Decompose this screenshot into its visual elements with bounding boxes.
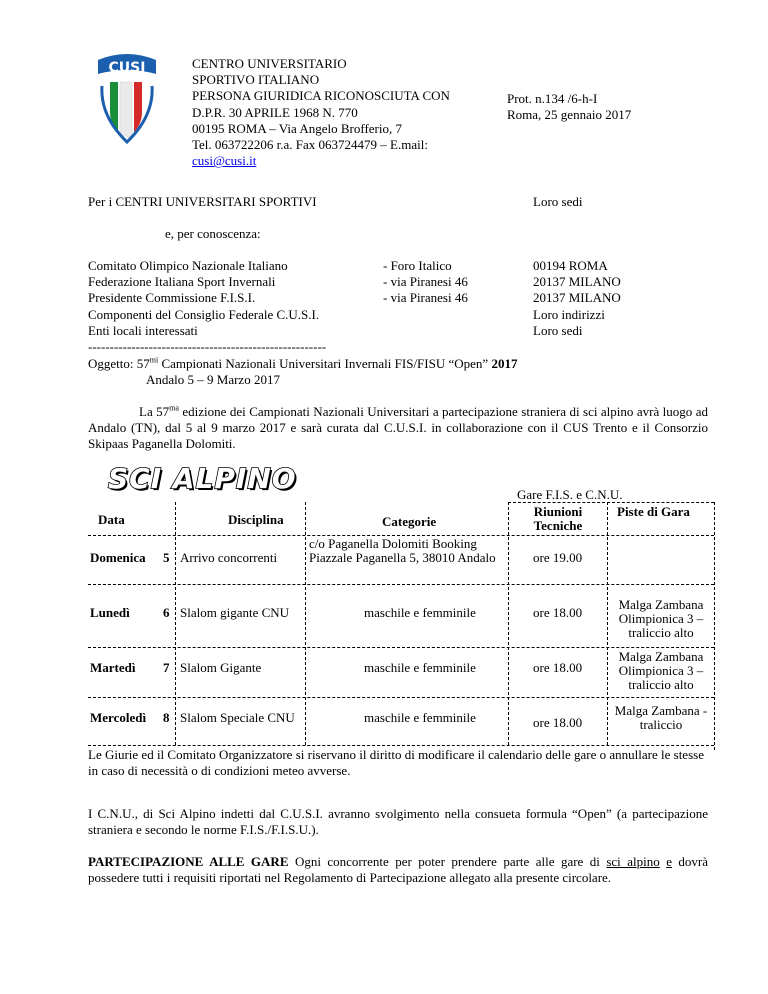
cc-city: 20137 MILANO [533, 290, 621, 306]
email-link[interactable]: cusi@cusi.it [192, 153, 257, 169]
cc-city: Loro sedi [533, 322, 583, 338]
link-sci-alpino: sci alpino [606, 854, 660, 869]
row-riunioni: ore 18.00 [533, 660, 583, 675]
subject-line2: Andalo 5 – 9 Marzo 2017 [146, 372, 280, 388]
cc-names [88, 258, 378, 355]
subject-prefix: Oggetto: 57 [88, 356, 150, 371]
row-num: 6 [163, 605, 170, 620]
link-e: e [666, 854, 672, 869]
row-categorie: c/o Paganella Dolomiti Booking Piazzale Paganella 5, 38010 Andalo [309, 536, 496, 566]
addressee-where: Loro sedi [533, 194, 583, 209]
addressee-main: Per i CENTRI UNIVERSITARI SPORTIVI [88, 194, 317, 209]
org-line: D.P.R. 30 APRILE 1968 N. 770 [192, 104, 358, 120]
cc-name: Enti locali interessati [88, 322, 198, 338]
participation-text-end: dovrà possedere tutti i requisiti riportati nel Regolamento di Partecipazione allegato alla presente circolare. [88, 854, 709, 886]
cc-addresses [383, 258, 523, 307]
header-riunioni: Riunioni Tecniche [533, 504, 583, 534]
section-title: SCI ALPINO [108, 462, 297, 495]
subject [88, 356, 708, 388]
separator: ------------------------------------------------------- [88, 339, 327, 355]
cc-city: Loro indirizzi [533, 306, 605, 322]
cc-label: e, per conoscenza: [165, 226, 261, 241]
intro-paragraph [88, 404, 708, 453]
row-day: Lunedì [90, 605, 130, 620]
header-categorie: Categorie [382, 514, 437, 529]
cc-name: Federazione Italiana Sport Invernali [88, 274, 276, 290]
svg-text:CUSI: CUSI [108, 60, 146, 76]
cc-city: 20137 MILANO [533, 274, 621, 290]
cc-cities [533, 258, 673, 339]
cc-name: Presidente Commissione F.I.S.I. [88, 290, 256, 306]
letter-date: Roma, 25 gennaio 2017 [507, 107, 632, 123]
row-disciplina: Arrivo concorrenti [180, 550, 278, 565]
header-data: Data [98, 512, 125, 527]
row-piste: Malga Zambana Olimpionica 3 – traliccio alto [618, 649, 704, 693]
subject-text: Campionati Nazionali Universitari Invernali FIS/FISU “Open” [158, 356, 492, 371]
cusi-logo [96, 52, 158, 144]
cc-address: - Foro Italico [383, 258, 452, 273]
org-line: PERSONA GIURIDICA RICONOSCIUTA CON [192, 88, 450, 104]
row-riunioni: ore 19.00 [533, 550, 583, 565]
cnu-paragraph: I C.N.U., di Sci Alpino indetti dal C.U.S.I. avranno svolgimento nella consueta formula “Open” (a partecipazione straniera e secondo le norme F.I.S./F.I.S.U.). [88, 806, 708, 838]
cc-name: Comitato Olimpico Nazionale Italiano [88, 258, 288, 273]
cc-address: - via Piranesi 46 [383, 290, 468, 306]
cc-city: 00194 ROMA [533, 258, 608, 273]
row-num: 7 [163, 660, 170, 675]
protocol-number: Prot. n.134 /6-h-I [507, 91, 598, 106]
row-disciplina: Slalom Gigante [180, 660, 262, 675]
header-piste: Piste di Gara [617, 504, 690, 519]
subject-sup: mi [149, 355, 159, 365]
row-disciplina: Slalom Speciale CNU [180, 710, 295, 725]
row-categorie: maschile e femminile [364, 605, 476, 620]
row-categorie: maschile e femminile [364, 660, 476, 675]
org-header [192, 56, 492, 169]
row-categorie: maschile e femminile [364, 710, 476, 725]
table-note: Le Giurie ed il Comitato Organizzatore si riservano il diritto di modificare il calendario delle gare o annullare le stesse in caso di necessità o di condizioni meteo avverse. [88, 747, 704, 778]
org-line: Tel. 063722206 r.a. Fax 063724479 – E.mail: [192, 137, 428, 153]
row-num: 5 [163, 550, 170, 565]
group-header: Gare F.I.S. e C.N.U. [517, 487, 623, 502]
cc-name: Componenti del Consiglio Federale C.U.S.I. [88, 306, 320, 322]
row-day: Mercoledì [90, 710, 147, 725]
row-riunioni: ore 18.00 [533, 715, 583, 730]
org-line: SPORTIVO ITALIANO [192, 72, 320, 88]
cc-address: - via Piranesi 46 [383, 274, 468, 290]
intro-sup: ma [169, 403, 179, 413]
protocol-block [507, 91, 631, 123]
org-line: CENTRO UNIVERSITARIO [192, 56, 347, 71]
row-riunioni: ore 18.00 [533, 605, 583, 620]
row-piste: Malga Zambana Olimpionica 3 – traliccio alto [618, 597, 704, 641]
org-line: 00195 ROMA – Via Angelo Brofferio, 7 [192, 120, 402, 136]
row-day: Domenica [90, 550, 146, 565]
row-day: Martedì [90, 660, 136, 675]
intro-rest: edizione dei Campionati Nazionali Universitari a partecipazione straniera di sci alpino avrà luogo ad Andalo (TN), dal 5 al 9 marzo 2017 e sarà curata dal C.U.S.I. in collaborazione con il CUS Trento e il Consorzio Skipaas Paganella Dolomiti. [88, 404, 708, 452]
participation-paragraph [88, 854, 708, 886]
intro-start: La 57 [139, 404, 170, 419]
row-disciplina: Slalom gigante CNU [180, 605, 290, 620]
subject-year: 2017 [491, 356, 518, 371]
participation-text: Ogni concorrente per poter prendere parte alle gare di [288, 854, 607, 869]
header-disciplina: Disciplina [228, 512, 284, 527]
participation-title: PARTECIPAZIONE ALLE GARE [88, 854, 289, 869]
row-num: 8 [163, 710, 170, 725]
row-piste: Malga Zambana - traliccio [614, 703, 708, 733]
